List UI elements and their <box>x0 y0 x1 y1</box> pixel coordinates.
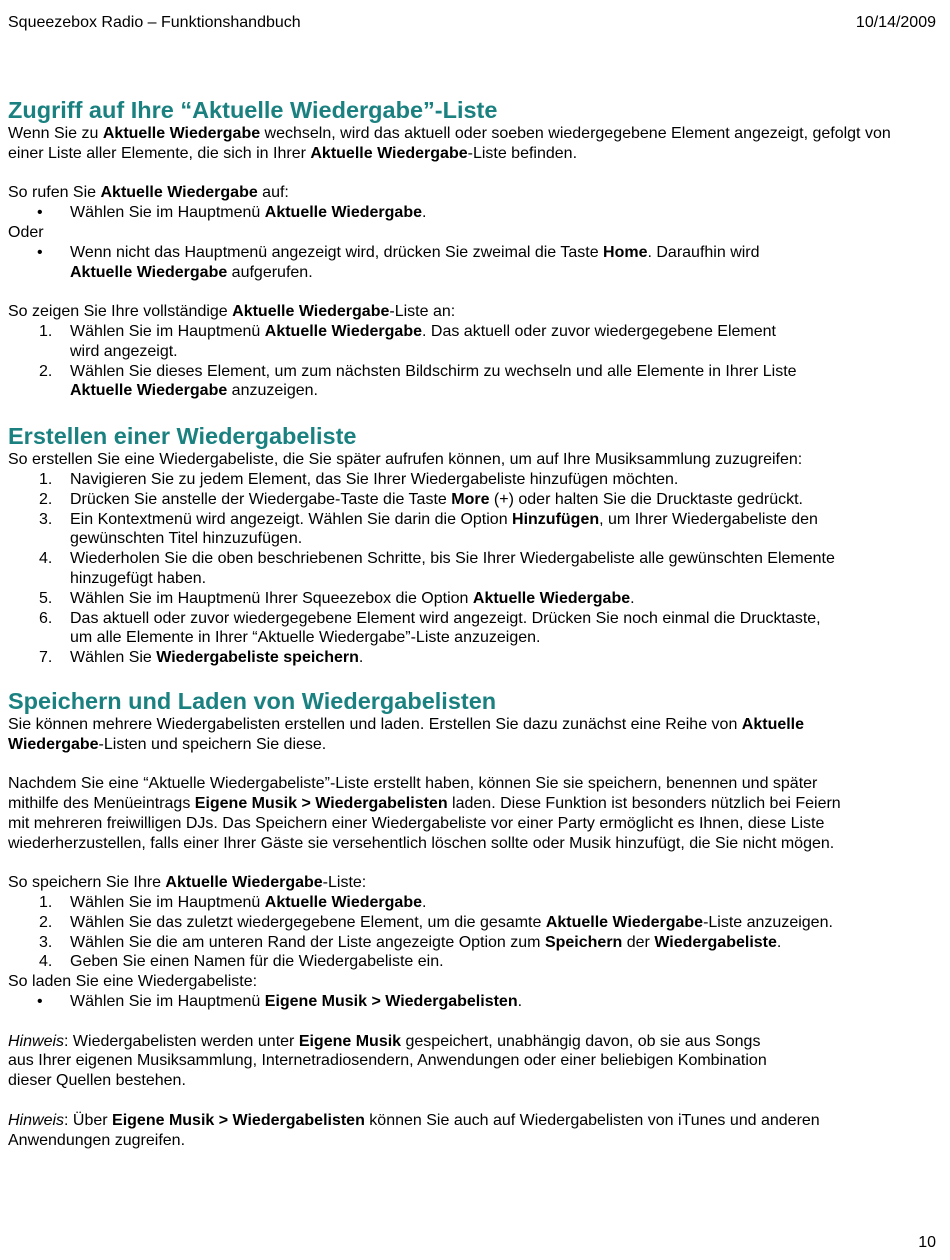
list-item-number: 4. <box>39 953 53 971</box>
list-item <box>8 992 908 1012</box>
list-item-number: 2. <box>39 913 53 931</box>
list-item <box>8 490 908 510</box>
list-item-text: Navigieren Sie zu jedem Element, das Sie Ihrer Wiedergabeliste hinzufügen möchten. <box>70 470 679 488</box>
list-item-number: 3. <box>39 510 53 528</box>
paragraph-spacer <box>8 854 908 874</box>
list-item-number: 1. <box>39 470 53 488</box>
page-number: 10 <box>918 1234 936 1251</box>
list-item-number: 2. <box>39 362 53 380</box>
paragraph: Hinweis: Wiedergabelisten werden unter Eigene Musik gespeichert, unabhängig davon, ob sie aus Songs aus Ihrer eigenen Musiksammlung, Internetradiosendern, Anwendungen oder einer beliebigen Kombination dieser Quellen bestehen. <box>8 1032 767 1090</box>
list-item-number: 3. <box>39 933 53 951</box>
paragraph-spacer <box>8 282 908 302</box>
running-header-title: Squeezebox Radio – Funktionshandbuch <box>8 14 301 31</box>
section-3 <box>8 688 908 1151</box>
list-item <box>8 913 908 933</box>
bullet-list <box>8 243 908 283</box>
list-item-number: 1. <box>39 894 53 912</box>
list-item <box>8 470 908 490</box>
list-item-number: 6. <box>39 609 53 627</box>
bullet-list <box>8 992 908 1012</box>
list-item-number: 5. <box>39 589 53 607</box>
paragraph: Nachdem Sie eine “Aktuelle Wiedergabeliste”-Liste erstellt haben, können Sie sie speichern, benennen und später mithilfe des Menüeintrags Eigene Musik > Wiedergabelisten laden. Diese Funktion ist besonders nützlich bei Feiern mit mehreren freiwilligen DJs. Das Speichern einer Wiedergabeliste vor einer Party ermöglicht es Ihnen, diese Liste wiederherzustellen, falls einer Ihrer Gäste sie versehentlich löschen sollte oder Musik hinzufügt, die Sie nicht mögen. <box>8 775 841 852</box>
section-heading: Erstellen einer Wiedergabeliste <box>8 423 357 450</box>
list-item-text: Wählen Sie im Hauptmenü Aktuelle Wiedergabe. Das aktuell oder zuvor wiedergegebene Element wird angezeigt. <box>70 322 776 360</box>
list-item <box>8 952 908 972</box>
list-item-text: Wählen Sie im Hauptmenü Eigene Musik > Wiedergabelisten. <box>70 993 523 1011</box>
paragraph: So erstellen Sie eine Wiedergabeliste, die Sie später aufrufen können, um auf Ihre Musiksammlung zuzugreifen: <box>8 451 803 469</box>
section-1 <box>8 97 908 401</box>
list-item <box>8 510 908 550</box>
list-item-number: 1. <box>39 322 53 340</box>
paragraph: So zeigen Sie Ihre vollständige Aktuelle Wiedergabe-Liste an: <box>8 303 456 321</box>
list-item <box>8 203 908 223</box>
list-item-text: Wählen Sie im Hauptmenü Aktuelle Wiedergabe. <box>70 894 427 912</box>
numbered-list <box>8 470 908 668</box>
list-item-text: Wählen Sie Wiedergabeliste speichern. <box>70 649 364 667</box>
paragraph: So laden Sie eine Wiedergabeliste: <box>8 973 258 991</box>
list-item <box>8 933 908 953</box>
list-item-text: Wiederholen Sie die oben beschriebenen Schritte, bis Sie Ihrer Wiedergabeliste alle gewünschten Elemente hinzugefügt haben. <box>70 550 835 587</box>
list-item <box>8 609 908 649</box>
paragraph: Wenn Sie zu Aktuelle Wiedergabe wechseln, wird das aktuell oder soeben wiedergegebene Element angezeigt, gefolgt von einer Liste aller Elemente, die sich in Ihrer Aktuelle Wiedergabe-Liste befinden. <box>8 125 891 162</box>
list-item-text: Ein Kontextmenü wird angezeigt. Wählen Sie darin die Option Hinzufügen, um Ihrer Wiedergabeliste den gewünschten Titel hinzuzufügen. <box>70 510 818 548</box>
list-item-number: 7. <box>39 649 53 667</box>
paragraph-spacer <box>8 1012 908 1032</box>
list-item <box>8 589 908 609</box>
list-item-text: Geben Sie einen Namen für die Wiedergabeliste ein. <box>70 953 444 971</box>
paragraph: Sie können mehrere Wiedergabelisten erstellen und laden. Erstellen Sie dazu zunächst eine Reihe von Aktuelle Wiedergabe-Listen und speichern Sie diese. <box>8 715 805 753</box>
list-item <box>8 648 908 668</box>
list-item <box>8 362 908 402</box>
numbered-list <box>8 893 908 972</box>
list-item-text: Wählen Sie die am unteren Rand der Liste angezeigte Option zum Speichern der Wiedergabeliste. <box>70 933 782 951</box>
list-item-text: Wählen Sie dieses Element, um zum nächsten Bildschirm zu wechseln und alle Elemente in Ihrer Liste Aktuelle Wiedergabe anzuzeigen. <box>70 362 797 400</box>
paragraph-spacer <box>8 755 908 775</box>
list-item-number: 4. <box>39 550 53 568</box>
list-item-text: Wählen Sie im Hauptmenü Ihrer Squeezebox die Option Aktuelle Wiedergabe. <box>70 589 635 607</box>
section-heading: Speichern und Laden von Wiedergabelisten <box>8 687 497 714</box>
list-item-text: Wählen Sie im Hauptmenü Aktuelle Wiedergabe. <box>70 204 427 222</box>
list-item <box>8 549 908 589</box>
list-item <box>8 893 908 913</box>
running-header-date: 10/14/2009 <box>855 14 936 31</box>
paragraph-spacer <box>8 1091 908 1111</box>
list-item-text: Wenn nicht das Hauptmenü angezeigt wird, drücken Sie zweimal die Taste Home. Daraufhin wird Aktuelle Wiedergabe aufgerufen. <box>70 243 760 281</box>
bullet-list <box>8 203 908 223</box>
list-item-number: 2. <box>39 490 53 508</box>
paragraph: Hinweis: Über Eigene Musik > Wiedergabelisten können Sie auch auf Wiedergabelisten von iTunes und anderen Anwendungen zugreifen. <box>8 1111 820 1149</box>
paragraph: So rufen Sie Aktuelle Wiedergabe auf: <box>8 184 289 202</box>
list-item <box>8 243 908 283</box>
list-item-text: Drücken Sie anstelle der Wiedergabe-Taste die Taste More (+) oder halten Sie die Drucktaste gedrückt. <box>70 490 803 508</box>
paragraph: Oder <box>8 223 44 241</box>
list-item-text: Das aktuell oder zuvor wiedergegebene Element wird angezeigt. Drücken Sie noch einmal die Drucktaste, um alle Elemente in Ihrer “Aktuelle Wiedergabe”-Liste anzuzeigen. <box>70 609 821 647</box>
paragraph: So speichern Sie Ihre Aktuelle Wiedergabe-Liste: <box>8 874 367 892</box>
document-body <box>8 97 908 1150</box>
section-heading: Zugriff auf Ihre “Aktuelle Wiedergabe”-Liste <box>8 97 498 123</box>
numbered-list <box>8 322 908 401</box>
list-item-text: Wählen Sie das zuletzt wiedergegebene Element, um die gesamte Aktuelle Wiedergabe-Liste anzuzeigen. <box>70 913 833 931</box>
paragraph-spacer <box>8 164 908 184</box>
list-item <box>8 322 908 362</box>
section-2 <box>8 423 908 668</box>
